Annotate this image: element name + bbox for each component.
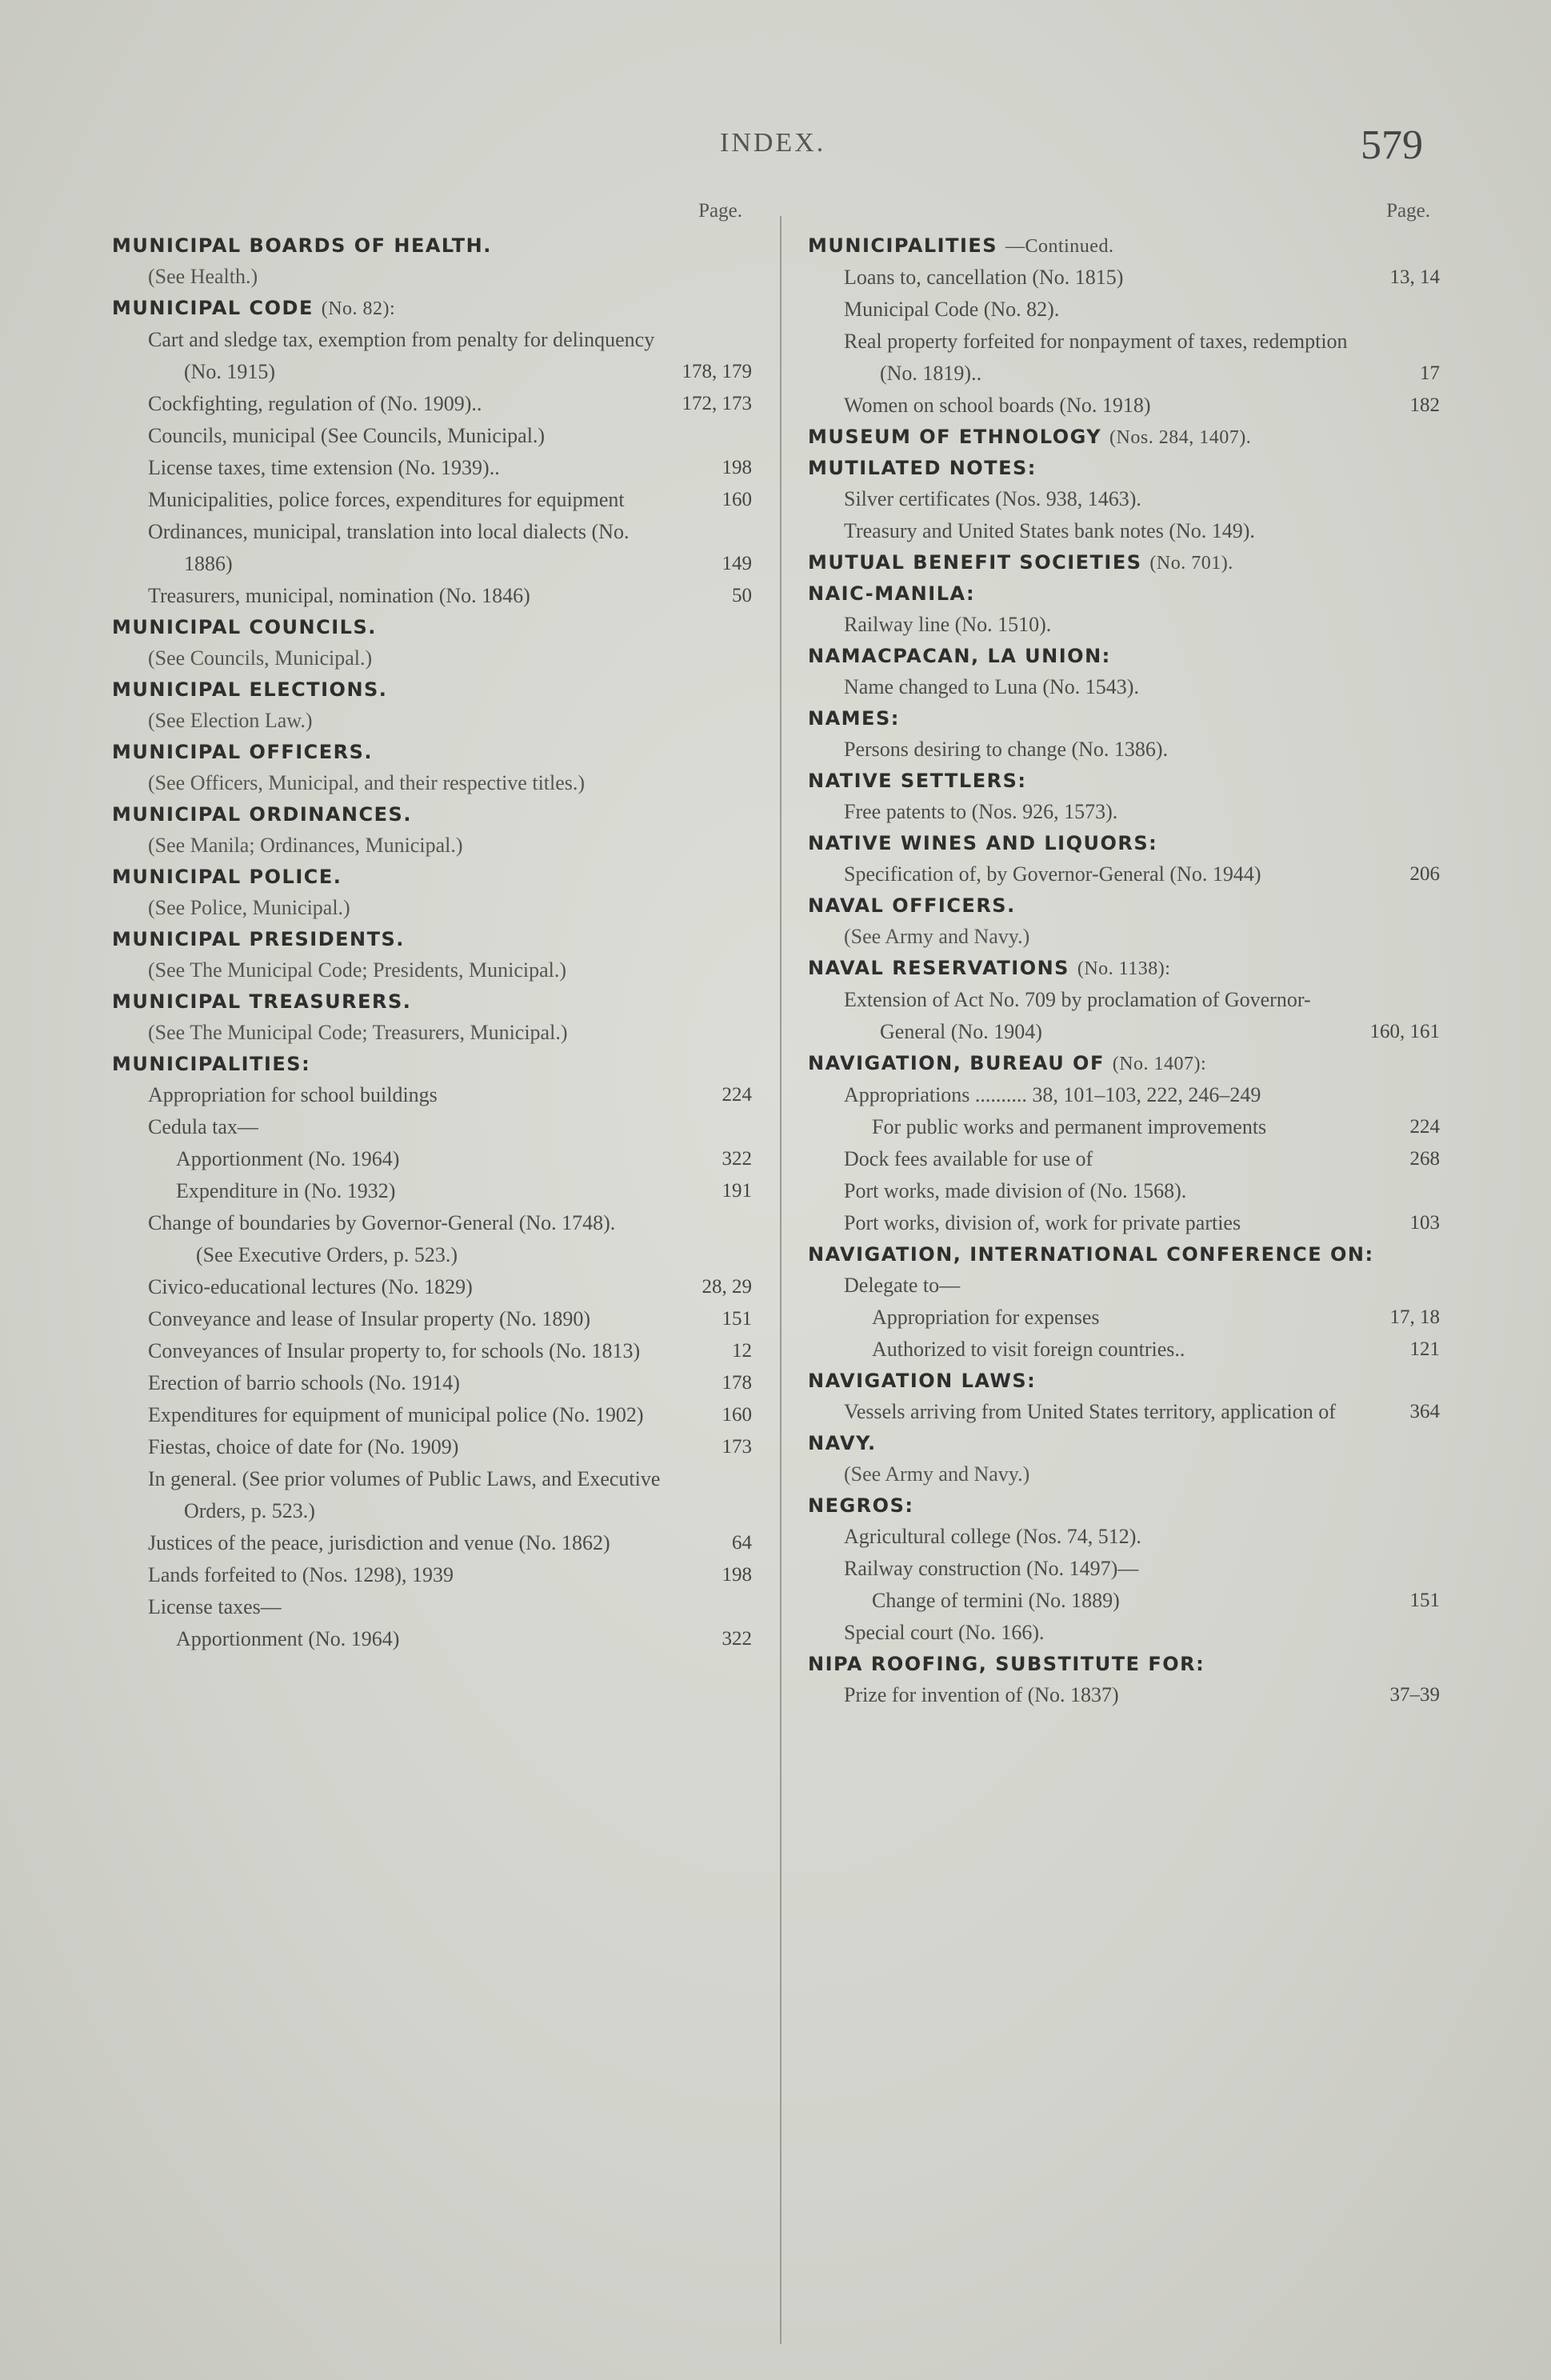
entry-page-ref: 37–39 [1389, 1684, 1440, 1706]
index-heading [808, 1649, 1440, 1679]
index-entry [808, 1270, 1440, 1302]
see-reference: (See Health.) [148, 265, 258, 288]
heading-text: NAVIGATION, BUREAU OF [808, 1052, 1105, 1074]
heading-text: NAIC-MANILA: [808, 582, 976, 605]
index-entry [112, 516, 752, 580]
index-heading [112, 612, 752, 642]
entry-text: License taxes, time extension (No. 1939).. [148, 456, 500, 479]
index-entry [112, 1559, 752, 1591]
entry-text: License taxes— [148, 1595, 282, 1618]
index-heading [112, 799, 752, 830]
entry-text: Ordinances, municipal, translation into local dialects (No. 1886) [148, 520, 630, 575]
running-head [0, 122, 1551, 184]
entry-text: Treasury and United States bank notes (No. 149). [844, 519, 1255, 542]
index-entry [112, 1239, 752, 1271]
index-entry [808, 1111, 1440, 1143]
entry-text: Councils, municipal (See Councils, Municipal.) [148, 424, 546, 447]
index-entry [112, 420, 752, 452]
entry-page-ref: 322 [722, 1148, 752, 1170]
entry-text: Cockfighting, regulation of (No. 1909).. [148, 392, 482, 415]
index-entry [808, 262, 1440, 294]
heading-suffix: (Nos. 284, 1407). [1109, 427, 1252, 448]
entry-page-ref: 178, 179 [682, 361, 752, 382]
index-entry [112, 1271, 752, 1303]
heading-text: NIPA ROOFING, SUBSTITUTE FOR: [808, 1653, 1205, 1675]
entry-text: In general. (See prior volumes of Public Laws, and Executive Orders, p. 523.) [148, 1467, 661, 1522]
index-entry [808, 1396, 1440, 1428]
index-entry [112, 1335, 752, 1367]
index-entry [808, 1617, 1440, 1649]
entry-page-ref: 12 [732, 1340, 752, 1362]
heading-text: MUNICIPALITIES: [112, 1053, 311, 1075]
index-heading [808, 547, 1440, 578]
index-heading [808, 890, 1440, 921]
heading-text: MUNICIPAL POLICE. [112, 866, 342, 888]
entry-text: Appropriation for expenses [872, 1306, 1100, 1329]
heading-suffix: —Continued. [1005, 236, 1114, 257]
index-heading [808, 1048, 1440, 1079]
index-entry [808, 515, 1440, 547]
heading-text: MUNICIPAL COUNCILS. [112, 616, 377, 638]
index-entry [112, 484, 752, 516]
index-entry [808, 1079, 1440, 1111]
index-heading [808, 1366, 1440, 1396]
entry-page-ref: 151 [1409, 1590, 1440, 1611]
entry-text: Port works, made division of (No. 1568). [844, 1179, 1187, 1202]
entry-text: Railway line (No. 1510). [844, 613, 1052, 636]
heading-text: MUTILATED NOTES: [808, 457, 1037, 479]
entry-text: Apportionment (No. 1964) [176, 1627, 400, 1650]
entry-page-ref: 160, 161 [1369, 1021, 1440, 1042]
index-heading [112, 924, 752, 954]
entry-page-ref: 191 [722, 1180, 752, 1202]
see-reference: (See Election Law.) [148, 709, 313, 732]
entry-text: Extension of Act No. 709 by proclamation of Governor-General (No. 1904) [844, 988, 1311, 1043]
entry-text: Justices of the peace, jurisdiction and venue (No. 1862) [148, 1531, 610, 1554]
entry-text: Delegate to— [844, 1274, 961, 1297]
index-entry [808, 984, 1440, 1048]
entry-page-ref: 322 [722, 1628, 752, 1650]
index-entry [112, 580, 752, 612]
index-entry [112, 1207, 752, 1239]
entry-text: Municipalities, police forces, expenditures for equipment [148, 488, 625, 511]
heading-text: NAMACPACAN, LA UNION: [808, 645, 1111, 667]
entry-page-ref: 64 [732, 1532, 752, 1554]
entry-page-ref: 364 [1409, 1401, 1440, 1422]
heading-text: MUTUAL BENEFIT SOCIETIES [808, 551, 1142, 574]
heading-text: NEGROS: [808, 1494, 914, 1517]
index-entry [808, 1679, 1440, 1711]
entry-page-ref: 17, 18 [1389, 1306, 1440, 1328]
heading-text: MUNICIPAL ORDINANCES. [112, 803, 412, 826]
entry-page-ref: 178 [722, 1372, 752, 1394]
running-title: INDEX. [720, 128, 826, 158]
heading-text: NATIVE SETTLERS: [808, 770, 1027, 792]
index-heading [808, 703, 1440, 734]
index-heading [808, 230, 1440, 262]
heading-text: MUNICIPALITIES [808, 234, 998, 257]
index-entry [808, 1143, 1440, 1175]
index-heading [112, 862, 752, 892]
left-column [112, 200, 752, 1655]
index-heading [808, 953, 1440, 984]
index-heading [112, 1049, 752, 1079]
entry-text: Conveyance and lease of Insular property (No. 1890) [148, 1307, 591, 1330]
entry-text: Loans to, cancellation (No. 1815) [844, 266, 1124, 289]
see-reference: (See Officers, Municipal, and their respective titles.) [148, 771, 586, 794]
entry-text: Civico-educational lectures (No. 1829) [148, 1275, 473, 1298]
index-heading [112, 230, 752, 261]
index-entry [808, 1175, 1440, 1207]
index-entry [808, 326, 1440, 390]
index-entry [808, 734, 1440, 766]
index-entry [808, 483, 1440, 515]
heading-suffix: (No. 1407): [1112, 1054, 1207, 1074]
see-reference: (See Army and Navy.) [844, 1462, 1030, 1486]
entry-text: Lands forfeited to (Nos. 1298), 1939 [148, 1563, 454, 1586]
index-entry [808, 1553, 1440, 1585]
heading-suffix: (No. 1138): [1077, 958, 1171, 979]
entry-text: Vessels arriving from United States territory, application of [844, 1400, 1336, 1423]
index-entry [808, 1334, 1440, 1366]
entry-page-ref: 160 [722, 1404, 752, 1426]
index-heading [808, 578, 1440, 609]
entry-text: Conveyances of Insular property to, for schools (No. 1813) [148, 1339, 641, 1362]
entry-text: Special court (No. 166). [844, 1621, 1045, 1644]
index-heading [808, 1239, 1440, 1270]
heading-text: MUNICIPAL OFFICERS. [112, 741, 374, 763]
heading-text: MUSEUM OF ETHNOLOGY [808, 426, 1102, 448]
index-entry [112, 452, 752, 484]
index-entry [112, 1591, 752, 1623]
index-entry [808, 1207, 1440, 1239]
index-heading [808, 453, 1440, 483]
entry-text: Free patents to (Nos. 926, 1573). [844, 800, 1118, 823]
index-entry [112, 1399, 752, 1431]
entry-page-ref: 17 [1420, 362, 1440, 384]
heading-text: NAVIGATION LAWS: [808, 1370, 1037, 1392]
see-reference: (See Manila; Ordinances, Municipal.) [148, 834, 463, 857]
entry-text: Prize for invention of (No. 1837) [844, 1683, 1119, 1706]
index-entry [112, 1175, 752, 1207]
entry-text: Name changed to Luna (No. 1543). [844, 675, 1139, 698]
entry-page-ref: 103 [1409, 1212, 1440, 1234]
index-entry [112, 1111, 752, 1143]
index-heading [112, 737, 752, 767]
index-heading [112, 986, 752, 1017]
entry-text: Appropriation for school buildings [148, 1083, 438, 1106]
entry-page-ref: 172, 173 [682, 393, 752, 414]
heading-text: NATIVE WINES AND LIQUORS: [808, 832, 1158, 854]
right-column [808, 200, 1440, 1711]
entry-text: Apportionment (No. 1964) [176, 1147, 400, 1170]
entry-text: Persons desiring to change (No. 1386). [844, 738, 1169, 761]
page-number: 579 [1361, 122, 1423, 168]
entry-text: Cedula tax— [148, 1115, 258, 1138]
heading-suffix: (No. 701). [1149, 553, 1233, 574]
heading-text: MUNICIPAL ELECTIONS. [112, 678, 388, 701]
heading-text: NAMES: [808, 707, 900, 730]
index-entry [808, 858, 1440, 890]
entry-text: Cart and sledge tax, exemption from penalty for delinquency (No. 1915) [148, 328, 655, 383]
index-entry [808, 1585, 1440, 1617]
heading-text: MUNICIPAL TREASURERS. [112, 990, 412, 1013]
heading-text: MUNICIPAL PRESIDENTS. [112, 928, 405, 950]
entry-page-ref: 268 [1409, 1148, 1440, 1170]
see-reference: (See The Municipal Code; Presidents, Municipal.) [148, 958, 567, 982]
index-entry [808, 1521, 1440, 1553]
heading-text: NAVAL OFFICERS. [808, 894, 1016, 917]
heading-text: NAVIGATION, INTERNATIONAL CONFERENCE ON: [808, 1243, 1374, 1266]
index-entry [112, 388, 752, 420]
index-heading [112, 293, 752, 324]
index-entry [112, 1527, 752, 1559]
left-page-label: Page. [698, 200, 742, 222]
index-entry [808, 1302, 1440, 1334]
index-entry [808, 609, 1440, 641]
entry-text: Real property forfeited for nonpayment of taxes, redemption (No. 1819).. [844, 330, 1348, 385]
index-entry [112, 1303, 752, 1335]
entry-text: Port works, division of, work for private parties [844, 1211, 1241, 1234]
index-entry [808, 294, 1440, 326]
entry-page-ref: 160 [722, 489, 752, 510]
index-entry [112, 1143, 752, 1175]
index-entry [112, 1623, 752, 1655]
entry-text: Authorized to visit foreign countries.. [872, 1338, 1185, 1361]
entry-text: Railway construction (No. 1497)— [844, 1557, 1139, 1580]
right-page-label: Page. [1386, 200, 1430, 222]
index-entry [112, 1079, 752, 1111]
entry-text: Municipal Code (No. 82). [844, 298, 1060, 321]
heading-text: NAVAL RESERVATIONS [808, 957, 1069, 979]
index-entry [112, 1367, 752, 1399]
entry-page-ref: 121 [1409, 1338, 1440, 1360]
entry-page-ref: 198 [722, 1564, 752, 1586]
entry-text: Women on school boards (No. 1918) [844, 394, 1151, 417]
heading-text: MUNICIPAL BOARDS OF HEALTH. [112, 234, 492, 257]
entry-page-ref: 50 [732, 585, 752, 606]
entry-text: For public works and permanent improvements [872, 1115, 1267, 1138]
column-divider [780, 216, 781, 2344]
entry-page-ref: 224 [722, 1084, 752, 1106]
see-reference: (See The Municipal Code; Treasurers, Municipal.) [148, 1021, 568, 1044]
entry-page-ref: 151 [722, 1308, 752, 1330]
see-reference: (See Army and Navy.) [844, 925, 1030, 948]
heading-text: NAVY. [808, 1432, 877, 1454]
entry-page-ref: 206 [1409, 863, 1440, 885]
index-entry [808, 390, 1440, 422]
index-entry [112, 1431, 752, 1463]
heading-suffix: (No. 82): [321, 298, 396, 319]
entry-text: Specification of, by Governor-General (No. 1944) [844, 862, 1261, 886]
entry-page-ref: 224 [1409, 1116, 1440, 1138]
entry-text: Fiestas, choice of date for (No. 1909) [148, 1435, 459, 1458]
entry-text: Erection of barrio schools (No. 1914) [148, 1371, 460, 1394]
entry-text: Agricultural college (Nos. 74, 512). [844, 1525, 1141, 1548]
entry-page-ref: 28, 29 [702, 1276, 752, 1298]
entry-text: Expenditure in (No. 1932) [176, 1179, 396, 1202]
entry-page-ref: 13, 14 [1389, 266, 1440, 288]
see-reference: (See Police, Municipal.) [148, 896, 350, 919]
entry-text: (See Executive Orders, p. 523.) [196, 1243, 458, 1266]
entry-text: Dock fees available for use of [844, 1147, 1093, 1170]
index-entry [112, 324, 752, 388]
index-heading [808, 641, 1440, 671]
heading-text: MUNICIPAL CODE [112, 297, 314, 319]
index-heading [808, 828, 1440, 858]
index-heading [808, 1428, 1440, 1458]
entry-text: Treasurers, municipal, nomination (No. 1846) [148, 584, 530, 607]
entry-text: Change of termini (No. 1889) [872, 1589, 1120, 1612]
index-heading [808, 766, 1440, 796]
entry-text: Silver certificates (Nos. 938, 1463). [844, 487, 1141, 510]
index-entry [112, 1463, 752, 1527]
entry-text: Appropriations .......... 38, 101–103, 222, 246–249 [844, 1083, 1261, 1106]
index-heading [808, 422, 1440, 453]
index-heading [808, 1490, 1440, 1521]
index-entry [808, 796, 1440, 828]
index-entry [808, 671, 1440, 703]
see-reference: (See Councils, Municipal.) [148, 646, 373, 670]
entry-page-ref: 149 [722, 553, 752, 574]
entry-page-ref: 198 [722, 457, 752, 478]
entry-page-ref: 173 [722, 1436, 752, 1458]
entry-page-ref: 182 [1409, 394, 1440, 416]
entry-text: Expenditures for equipment of municipal police (No. 1902) [148, 1403, 644, 1426]
entry-text: Change of boundaries by Governor-General (No. 1748). [148, 1211, 616, 1234]
index-heading [112, 674, 752, 705]
